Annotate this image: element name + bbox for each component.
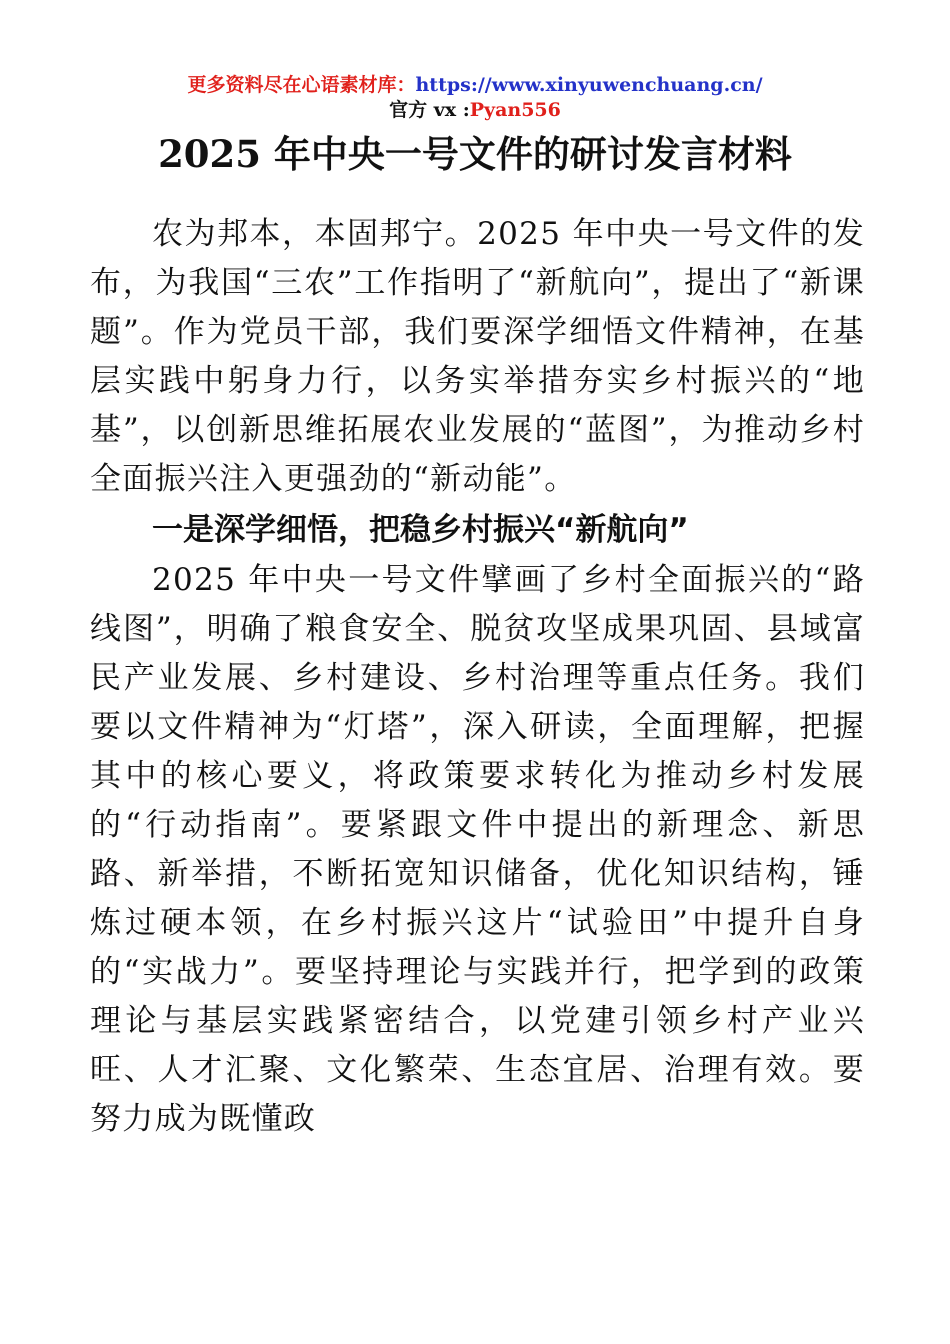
- document-title: 2025 年中央一号文件的研讨发言材料: [158, 132, 792, 176]
- wechat-id: Pyan556: [469, 99, 561, 121]
- wechat-line: [0, 98, 950, 122]
- section-1-paragraph: 2025 年中央一号文件擘画了乡村全面振兴的“路线图”，明确了粮食安全、脱贫攻坚成果巩固、县域富民产业发展、乡村建设、乡村治理等重点任务。我们要以文件精神为“灯塔”，深入研读，全面理解，把握其中的核心要义，将政策要求转化为推动乡村发展的“行动指南”。要紧跟文件中提出的新理念、新思路、新举措，不断拓宽知识储备，优化知识结构，锤炼过硬本领，在乡村振兴这片“试验田”中提升自身的“实战力”。要坚持理论与实践并行，把学到的政策理论与基层实践紧密结合，以党建引领乡村产业兴旺、人才汇聚、文化繁荣、生态宜居、治理有效。要努力成为既懂政: [90, 562, 866, 1137]
- promo-line: [0, 72, 950, 98]
- wechat-label: 官方 vx :: [389, 99, 470, 121]
- promo-url-link[interactable]: https://www.xinyuwenchuang.cn/: [415, 74, 763, 96]
- intro-paragraph: 农为邦本，本固邦宁。2025 年中央一号文件的发布，为我国“三农”工作指明了“新航向”，提出了“新课题”。作为党员干部，我们要深学细悟文件精神，在基层实践中躬身力行，以务实举措夯实乡村振兴的“地基”，以创新思维拓展农业发展的“蓝图”，为推动乡村全面振兴注入更强劲的“新动能”。: [90, 216, 865, 497]
- promo-label: 更多资料尽在心语素材库：: [187, 74, 416, 96]
- section-1-heading: 一是深学细悟，把稳乡村振兴“新航向”: [152, 512, 689, 548]
- document-body: [90, 210, 865, 1144]
